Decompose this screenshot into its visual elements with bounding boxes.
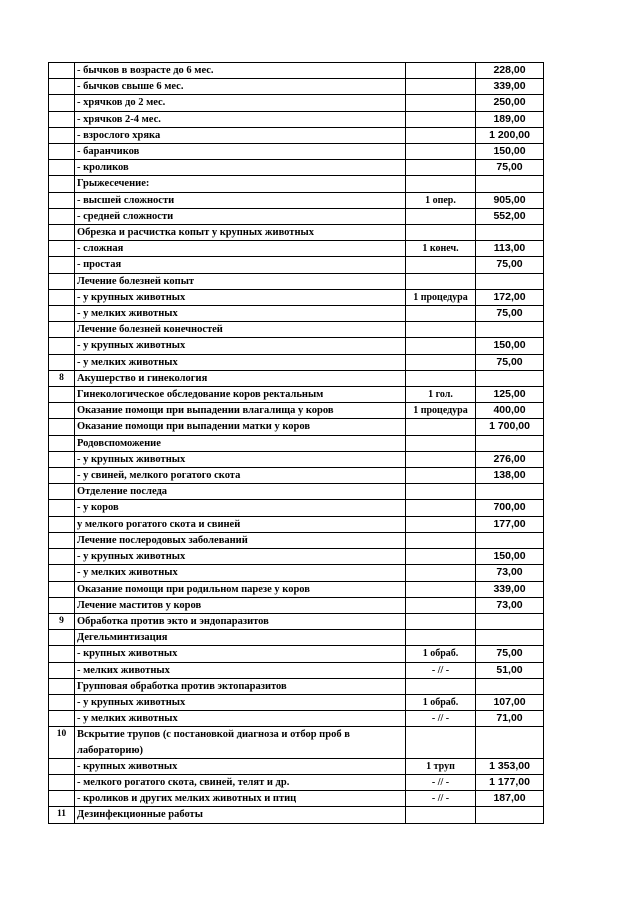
table-row (49, 192, 544, 208)
table-row (49, 613, 544, 629)
price-list-sheet (48, 62, 543, 824)
table-row (49, 516, 544, 532)
row-number-cell (49, 403, 75, 419)
price-cell: 75,00 (476, 354, 544, 370)
table-row (49, 807, 544, 823)
unit-cell: - // - (406, 662, 476, 678)
price-cell (476, 532, 544, 548)
price-cell: 339,00 (476, 581, 544, 597)
price-cell: 150,00 (476, 338, 544, 354)
table-row (49, 774, 544, 790)
table-row (49, 435, 544, 451)
row-number-cell (49, 630, 75, 646)
table-row (49, 289, 544, 305)
service-name-cell: у мелкого рогатого скота и свиней (75, 516, 406, 532)
row-number-cell (49, 111, 75, 127)
service-name-cell: - кроликов (75, 160, 406, 176)
price-cell: 250,00 (476, 95, 544, 111)
service-name-cell: - бычков свыше 6 мес. (75, 79, 406, 95)
row-number-cell (49, 774, 75, 790)
service-name-cell: - мелкого рогатого скота, свиней, телят и др. (75, 774, 406, 790)
unit-cell (406, 532, 476, 548)
service-name-cell: - у крупных животных (75, 694, 406, 710)
unit-cell (406, 500, 476, 516)
service-name-cell: - у крупных животных (75, 289, 406, 305)
row-number-cell (49, 532, 75, 548)
unit-cell (406, 111, 476, 127)
service-name-cell: Обработка против экто и эндопаразитов (75, 613, 406, 629)
price-cell: 1 700,00 (476, 419, 544, 435)
unit-cell (406, 354, 476, 370)
unit-cell: - // - (406, 774, 476, 790)
table-row (49, 727, 544, 758)
service-name-cell: - хрячков 2-4 мес. (75, 111, 406, 127)
service-name-cell: - у крупных животных (75, 451, 406, 467)
unit-cell (406, 630, 476, 646)
table-row (49, 597, 544, 613)
service-name-cell: - у мелких животных (75, 565, 406, 581)
service-name-cell: Отделение последа (75, 484, 406, 500)
row-number-cell (49, 241, 75, 257)
service-name-cell: Лечение послеродовых заболеваний (75, 532, 406, 548)
table-row (49, 160, 544, 176)
row-number-cell (49, 662, 75, 678)
price-cell: 1 200,00 (476, 127, 544, 143)
table-row (49, 225, 544, 241)
service-name-cell: Обрезка и расчистка копыт у крупных животных (75, 225, 406, 241)
unit-cell: 1 конеч. (406, 241, 476, 257)
table-row (49, 241, 544, 257)
unit-cell (406, 160, 476, 176)
row-number-cell (49, 257, 75, 273)
service-name-cell: - баранчиков (75, 144, 406, 160)
unit-cell (406, 95, 476, 111)
row-number-cell (49, 160, 75, 176)
unit-cell (406, 225, 476, 241)
unit-cell (406, 484, 476, 500)
price-cell: 73,00 (476, 565, 544, 581)
table-row (49, 694, 544, 710)
price-cell (476, 225, 544, 241)
price-cell (476, 613, 544, 629)
table-row (49, 322, 544, 338)
table-row (49, 484, 544, 500)
price-cell (476, 807, 544, 823)
table-row (49, 208, 544, 224)
price-cell: 189,00 (476, 111, 544, 127)
row-number-cell (49, 208, 75, 224)
unit-cell: - // - (406, 791, 476, 807)
service-name-cell: - бычков в возрасте до 6 мес. (75, 63, 406, 79)
unit-cell (406, 79, 476, 95)
row-number-cell: 10 (49, 727, 75, 758)
table-row (49, 791, 544, 807)
table-row (49, 532, 544, 548)
unit-cell (406, 338, 476, 354)
unit-cell (406, 208, 476, 224)
service-name-cell: - у свиней, мелкого рогатого скота (75, 468, 406, 484)
row-number-cell: 9 (49, 613, 75, 629)
unit-cell (406, 435, 476, 451)
table-row (49, 306, 544, 322)
price-cell: 107,00 (476, 694, 544, 710)
price-cell: 1 177,00 (476, 774, 544, 790)
row-number-cell (49, 435, 75, 451)
service-name-cell: Оказание помощи при выпадении матки у коров (75, 419, 406, 435)
service-name-cell: Групповая обработка против эктопаразитов (75, 678, 406, 694)
unit-cell (406, 306, 476, 322)
service-name-cell: Акушерство и гинекология (75, 370, 406, 386)
row-number-cell (49, 419, 75, 435)
service-name-cell: - крупных животных (75, 646, 406, 662)
unit-cell (406, 144, 476, 160)
table-row (49, 79, 544, 95)
unit-cell: 1 процедура (406, 403, 476, 419)
service-name-cell: Дегельминтизация (75, 630, 406, 646)
service-name-cell: Родовспоможение (75, 435, 406, 451)
service-name-cell: Гинекологическое обследование коров ректальным (75, 387, 406, 403)
table-row (49, 403, 544, 419)
price-cell (476, 273, 544, 289)
row-number-cell: 8 (49, 370, 75, 386)
row-number-cell (49, 387, 75, 403)
price-cell: 276,00 (476, 451, 544, 467)
price-cell: 172,00 (476, 289, 544, 305)
row-number-cell (49, 500, 75, 516)
table-row (49, 111, 544, 127)
unit-cell: 1 труп (406, 758, 476, 774)
service-name-cell: - у крупных животных (75, 338, 406, 354)
price-cell: 700,00 (476, 500, 544, 516)
table-row (49, 549, 544, 565)
row-number-cell (49, 306, 75, 322)
price-cell: 75,00 (476, 257, 544, 273)
price-cell: 339,00 (476, 79, 544, 95)
price-cell (476, 370, 544, 386)
row-number-cell (49, 225, 75, 241)
price-cell: 138,00 (476, 468, 544, 484)
unit-cell: - // - (406, 711, 476, 727)
table-row (49, 273, 544, 289)
table-row (49, 354, 544, 370)
unit-cell (406, 127, 476, 143)
unit-cell (406, 257, 476, 273)
unit-cell (406, 516, 476, 532)
service-name-cell: - сложная (75, 241, 406, 257)
row-number-cell (49, 322, 75, 338)
table-row (49, 144, 544, 160)
unit-cell (406, 549, 476, 565)
row-number-cell (49, 549, 75, 565)
unit-cell (406, 273, 476, 289)
service-name-cell: Оказание помощи при выпадении влагалища у коров (75, 403, 406, 419)
table-row (49, 127, 544, 143)
price-cell: 150,00 (476, 144, 544, 160)
row-number-cell (49, 597, 75, 613)
service-name-cell: - средней сложности (75, 208, 406, 224)
unit-cell: 1 гол. (406, 387, 476, 403)
table-row (49, 646, 544, 662)
price-cell (476, 435, 544, 451)
service-name-cell: Лечение болезней копыт (75, 273, 406, 289)
service-name-cell: Лечение болезней конечностей (75, 322, 406, 338)
price-cell (476, 176, 544, 192)
price-cell: 187,00 (476, 791, 544, 807)
table-row (49, 387, 544, 403)
row-number-cell (49, 95, 75, 111)
table-row (49, 419, 544, 435)
price-cell (476, 484, 544, 500)
table-row (49, 468, 544, 484)
table-row (49, 451, 544, 467)
service-name-cell: - хрячков до 2 мес. (75, 95, 406, 111)
price-cell (476, 678, 544, 694)
service-name-cell: - кроликов и других мелких животных и птиц (75, 791, 406, 807)
price-cell (476, 322, 544, 338)
table-row (49, 678, 544, 694)
price-cell: 150,00 (476, 549, 544, 565)
service-name-cell: - мелких животных (75, 662, 406, 678)
row-number-cell (49, 176, 75, 192)
table-row (49, 758, 544, 774)
unit-cell (406, 451, 476, 467)
table-row (49, 581, 544, 597)
row-number-cell (49, 338, 75, 354)
price-cell: 75,00 (476, 160, 544, 176)
price-cell: 51,00 (476, 662, 544, 678)
unit-cell (406, 727, 476, 758)
unit-cell (406, 63, 476, 79)
unit-cell (406, 678, 476, 694)
price-cell: 1 353,00 (476, 758, 544, 774)
service-name-cell: - высшей сложности (75, 192, 406, 208)
price-cell: 75,00 (476, 646, 544, 662)
service-name-cell: - простая (75, 257, 406, 273)
row-number-cell (49, 127, 75, 143)
service-name-cell: Дезинфекционные работы (75, 807, 406, 823)
table-row (49, 711, 544, 727)
table-row (49, 630, 544, 646)
row-number-cell (49, 79, 75, 95)
price-cell: 113,00 (476, 241, 544, 257)
row-number-cell (49, 192, 75, 208)
table-row (49, 662, 544, 678)
table-row (49, 500, 544, 516)
service-name-cell: Лечение маститов у коров (75, 597, 406, 613)
price-cell: 73,00 (476, 597, 544, 613)
service-name-cell: Вскрытие трупов (с постановкой диагноза и отбор проб в лабораторию) (75, 727, 406, 758)
price-cell: 228,00 (476, 63, 544, 79)
unit-cell (406, 807, 476, 823)
row-number-cell (49, 694, 75, 710)
table-row (49, 370, 544, 386)
service-name-cell: - у коров (75, 500, 406, 516)
unit-cell (406, 370, 476, 386)
row-number-cell (49, 273, 75, 289)
unit-cell (406, 613, 476, 629)
row-number-cell (49, 711, 75, 727)
table-row (49, 95, 544, 111)
price-cell: 75,00 (476, 306, 544, 322)
price-cell (476, 727, 544, 758)
service-name-cell: - у мелких животных (75, 711, 406, 727)
unit-cell: 1 обраб. (406, 694, 476, 710)
price-cell: 552,00 (476, 208, 544, 224)
table-row (49, 338, 544, 354)
unit-cell: 1 обраб. (406, 646, 476, 662)
table-row (49, 565, 544, 581)
row-number-cell (49, 646, 75, 662)
row-number-cell (49, 791, 75, 807)
row-number-cell (49, 581, 75, 597)
price-cell (476, 630, 544, 646)
row-number-cell (49, 484, 75, 500)
row-number-cell (49, 516, 75, 532)
service-name-cell: - у мелких животных (75, 306, 406, 322)
row-number-cell: 11 (49, 807, 75, 823)
service-name-cell: Грыжесечение: (75, 176, 406, 192)
row-number-cell (49, 468, 75, 484)
table-row (49, 257, 544, 273)
unit-cell (406, 468, 476, 484)
table-row (49, 63, 544, 79)
row-number-cell (49, 565, 75, 581)
unit-cell: 1 опер. (406, 192, 476, 208)
unit-cell (406, 597, 476, 613)
row-number-cell (49, 289, 75, 305)
unit-cell (406, 322, 476, 338)
row-number-cell (49, 451, 75, 467)
unit-cell (406, 565, 476, 581)
service-name-cell: - у мелких животных (75, 354, 406, 370)
unit-cell (406, 176, 476, 192)
row-number-cell (49, 354, 75, 370)
price-cell: 400,00 (476, 403, 544, 419)
unit-cell (406, 581, 476, 597)
price-cell: 71,00 (476, 711, 544, 727)
price-cell: 177,00 (476, 516, 544, 532)
service-name-cell: Оказание помощи при родильном парезе у коров (75, 581, 406, 597)
service-name-cell: - у крупных животных (75, 549, 406, 565)
row-number-cell (49, 758, 75, 774)
service-name-cell: - взрослого хряка (75, 127, 406, 143)
unit-cell (406, 419, 476, 435)
price-cell: 905,00 (476, 192, 544, 208)
row-number-cell (49, 63, 75, 79)
price-cell: 125,00 (476, 387, 544, 403)
row-number-cell (49, 678, 75, 694)
row-number-cell (49, 144, 75, 160)
table-row (49, 176, 544, 192)
price-table (48, 62, 544, 824)
service-name-cell: - крупных животных (75, 758, 406, 774)
price-table-body (49, 63, 544, 824)
unit-cell: 1 процедура (406, 289, 476, 305)
